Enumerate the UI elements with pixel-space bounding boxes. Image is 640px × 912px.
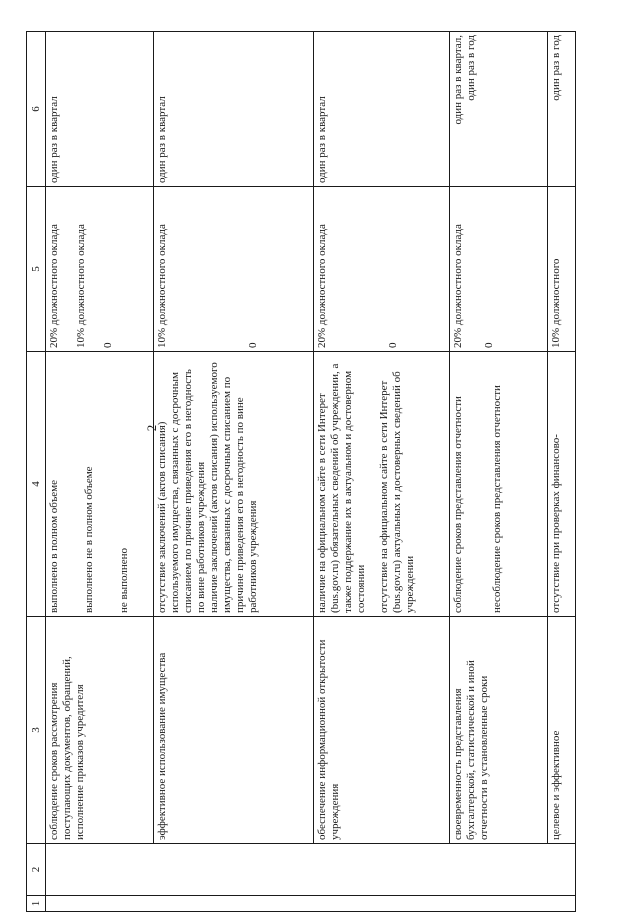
period-cell	[548, 32, 576, 187]
amount-text: 10% должностного оклада	[75, 224, 87, 348]
condition-text: не выполнено	[118, 548, 130, 613]
period-cell	[154, 32, 314, 187]
condition-text: несоблюдение сроков представления отчетности	[491, 385, 503, 613]
amount-text: 20% должностного оклада	[48, 224, 60, 348]
period-text: один раз в квартал,	[452, 35, 464, 125]
period-text: один раз в год	[465, 35, 477, 101]
criterion-cell: своевременность представления бухгалтерской, статистической и иной отчетности в установленные сроки	[450, 617, 548, 844]
amount-text: 20% должностного оклада	[316, 224, 328, 348]
criterion-cell: эффективное использование имущества	[154, 617, 314, 844]
header-col-5: 5	[27, 187, 46, 352]
condition-text: соблюдение сроков представления отчетности	[452, 396, 464, 613]
period-cell	[450, 32, 548, 187]
header-col-2: 2	[27, 844, 46, 896]
criterion-cell: обеспечение информационной открытости учреждения	[314, 617, 450, 844]
header-col-4: 4	[27, 352, 46, 617]
condition-text: наличие заключений (актов списания) используемого имущества, связанных с досрочным списанием по причине приведения его в негодность по вине работников учреждения	[208, 362, 259, 613]
amount-cell	[46, 187, 154, 352]
header-col-1: 1	[27, 896, 46, 912]
amount-text: 20% должностного оклада	[452, 224, 464, 348]
criterion-cell: целевое и эффективное	[548, 617, 576, 844]
rotated-table-scan	[26, 32, 574, 912]
table-row	[154, 32, 314, 912]
table-row	[46, 32, 154, 912]
amount-text: 0	[102, 342, 114, 348]
condition-cell	[450, 352, 548, 617]
period-text: один раз в квартал	[316, 96, 328, 183]
period-text: один раз в квартал	[48, 96, 60, 183]
period-cell	[46, 32, 154, 187]
amount-cell	[154, 187, 314, 352]
period-text: один раз в квартал	[156, 96, 168, 183]
amount-text: 10% должностного	[550, 258, 562, 348]
criteria-table	[26, 31, 576, 912]
col-2-cell	[46, 844, 576, 896]
period-cell	[314, 32, 450, 187]
condition-text: выполнено не в полном объеме	[83, 466, 95, 613]
header-row	[27, 32, 46, 912]
table-row	[548, 32, 576, 912]
condition-cell	[46, 352, 154, 617]
period-text: один раз в год	[550, 35, 562, 101]
header-col-6: 6	[27, 32, 46, 187]
amount-text: 0	[387, 342, 399, 348]
amount-text: 0	[247, 342, 259, 348]
condition-cell	[154, 352, 314, 617]
condition-text: отсутствие на официальном сайте в сети Интерет (bus.gov.ru) актуальных и достоверных сведений об учреждении	[378, 371, 416, 613]
condition-text: отсутствие при проверках финансово-	[550, 434, 562, 613]
condition-text: наличие на официальном сайте в сети Интерет (bus.gov.ru) обязательных сведений об учреждении, а также поддержание их в актуальном и достоверном состоянии	[316, 363, 367, 613]
condition-cell	[548, 352, 576, 617]
amount-text: 0	[483, 342, 495, 348]
header-col-3: 3	[27, 617, 46, 844]
amount-text: 10% должностного оклада	[156, 224, 168, 348]
condition-cell	[314, 352, 450, 617]
table-row	[314, 32, 450, 912]
amount-cell	[548, 187, 576, 352]
criterion-cell: соблюдение сроков рассмотрения поступающих документов, обращений, исполнение приказов учредителя	[46, 617, 154, 844]
amount-cell	[450, 187, 548, 352]
condition-text: отсутствие заключений (актов списания) используемого имущества, связанных с досрочным списанием по причине приведения его в негодность по вине работников учреждения	[156, 369, 207, 613]
table-row	[450, 32, 548, 912]
col-1-cell	[46, 896, 576, 912]
page-number: 2	[144, 424, 159, 432]
amount-cell	[314, 187, 450, 352]
condition-text: выполнено в полном объеме	[48, 479, 60, 613]
